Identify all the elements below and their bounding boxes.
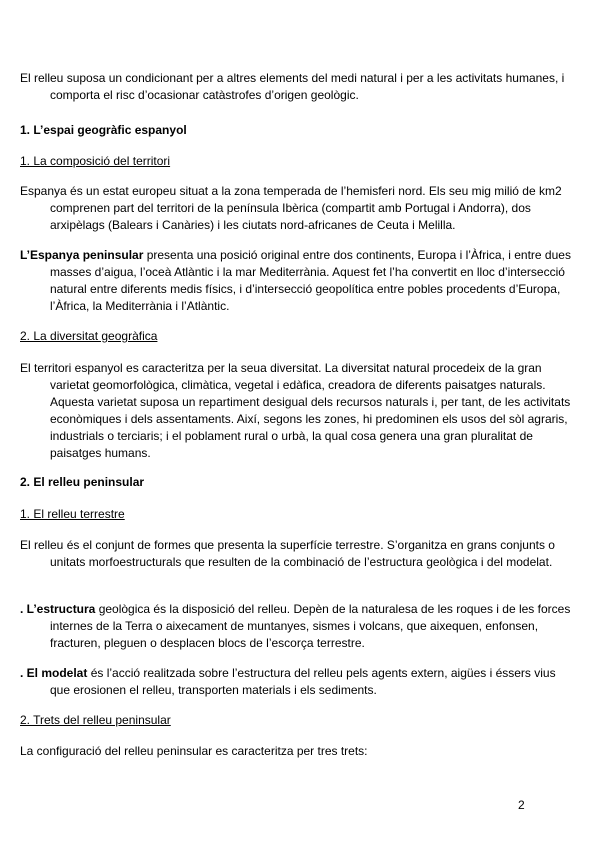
paragraph-modelat-text: és l’acció realitzada sobre l’estructura del relleu pels agents extern, aigües i éssers vius que erosionen el relleu, transporten materials i els sediments. [50, 666, 556, 697]
section-heading-2: 2. El relleu peninsular [20, 475, 145, 489]
subsection-heading-composicio: 1. La composició del territori [20, 154, 171, 168]
subsection-heading-diversitat: 2. La diversitat geogràfica [20, 329, 158, 343]
paragraph-modelat [20, 665, 576, 699]
page-number: 2 [518, 798, 525, 812]
subsection-heading-relleu-terrestre: 1. El relleu terrestre [20, 507, 125, 521]
paragraph-estructura-text: geològica és la disposició del relleu. Depèn de la naturalesa de les roques i de les forces internes de la Terra o aixecament de muntanyes, sismes i volcans, que aixequen, enfonsen, fracturen, pleguen o desplacen blocs de l’escorça terrestre. [50, 602, 571, 650]
section-heading-1: 1. L’espai geogràfic espanyol [20, 123, 187, 137]
paragraph-relleu: El relleu és el conjunt de formes que presenta la superfície terrestre. S’organitza en grans conjunts o unitats morfoestructurals que resulten de la combinació de l’estructura geològica i del modelat. [20, 538, 555, 569]
intro-paragraph: El relleu suposa un condicionant per a altres elements del medi natural i per a les activitats humanes, i comporta el risc d’ocasionar catàstrofes d’origen geològic. [20, 71, 565, 102]
term-espanya-peninsular: L’Espanya peninsular [20, 248, 144, 262]
term-estructura: . L’estructura [20, 602, 96, 616]
term-modelat: . El modelat [20, 666, 88, 680]
paragraph-peninsular [20, 247, 576, 315]
paragraph-diversitat: El territori espanyol es caracteritza per la seua diversitat. La diversitat natural procedeix de la gran varietat geomorfològica, climàtica, vegetal i edàfica, creadora de diferents paisatges naturals. Aquesta varietat suposa un repartiment desigual dels recursos naturals i, per tant, de les activitats econòmiques i dels assentaments. Així, segons les zones, hi predominen els usos del sòl agraris, industrials o terciaris; i el poblament rural o urbà, la qual cosa genera una gran pluralitat de paisatges humans. [20, 361, 571, 460]
subsection-heading-trets: 2. Trets del relleu peninsular [20, 713, 171, 727]
paragraph-spain: Espanya és un estat europeu situat a la zona temperada de l’hemisferi nord. Els seu mig milió de km2 comprenen part del territori de la península Ibèrica (compartit amb Portugal i Andorra), dos arxipèlags (Balears i Canàries) i les ciutats nord-africanes de Ceuta i Melilla. [20, 184, 562, 232]
paragraph-trets: La configuració del relleu peninsular es caracteritza per tres trets: [20, 744, 368, 758]
paragraph-estructura [20, 601, 576, 652]
paragraph-peninsular-text: presenta una posició original entre dos continents, Europa i l’Àfrica, i entre dues masses d’aigua, l’oceà Atlàntic i la mar Mediterrània. Aquest fet l’ha convertit en lloc d’intersecció natural entre diferents medis físics, i d’intersecció geopolítica entre pobles procedents d’Europa, l’Àfrica, la Mediterrània i l’Atlàntic. [50, 248, 571, 313]
